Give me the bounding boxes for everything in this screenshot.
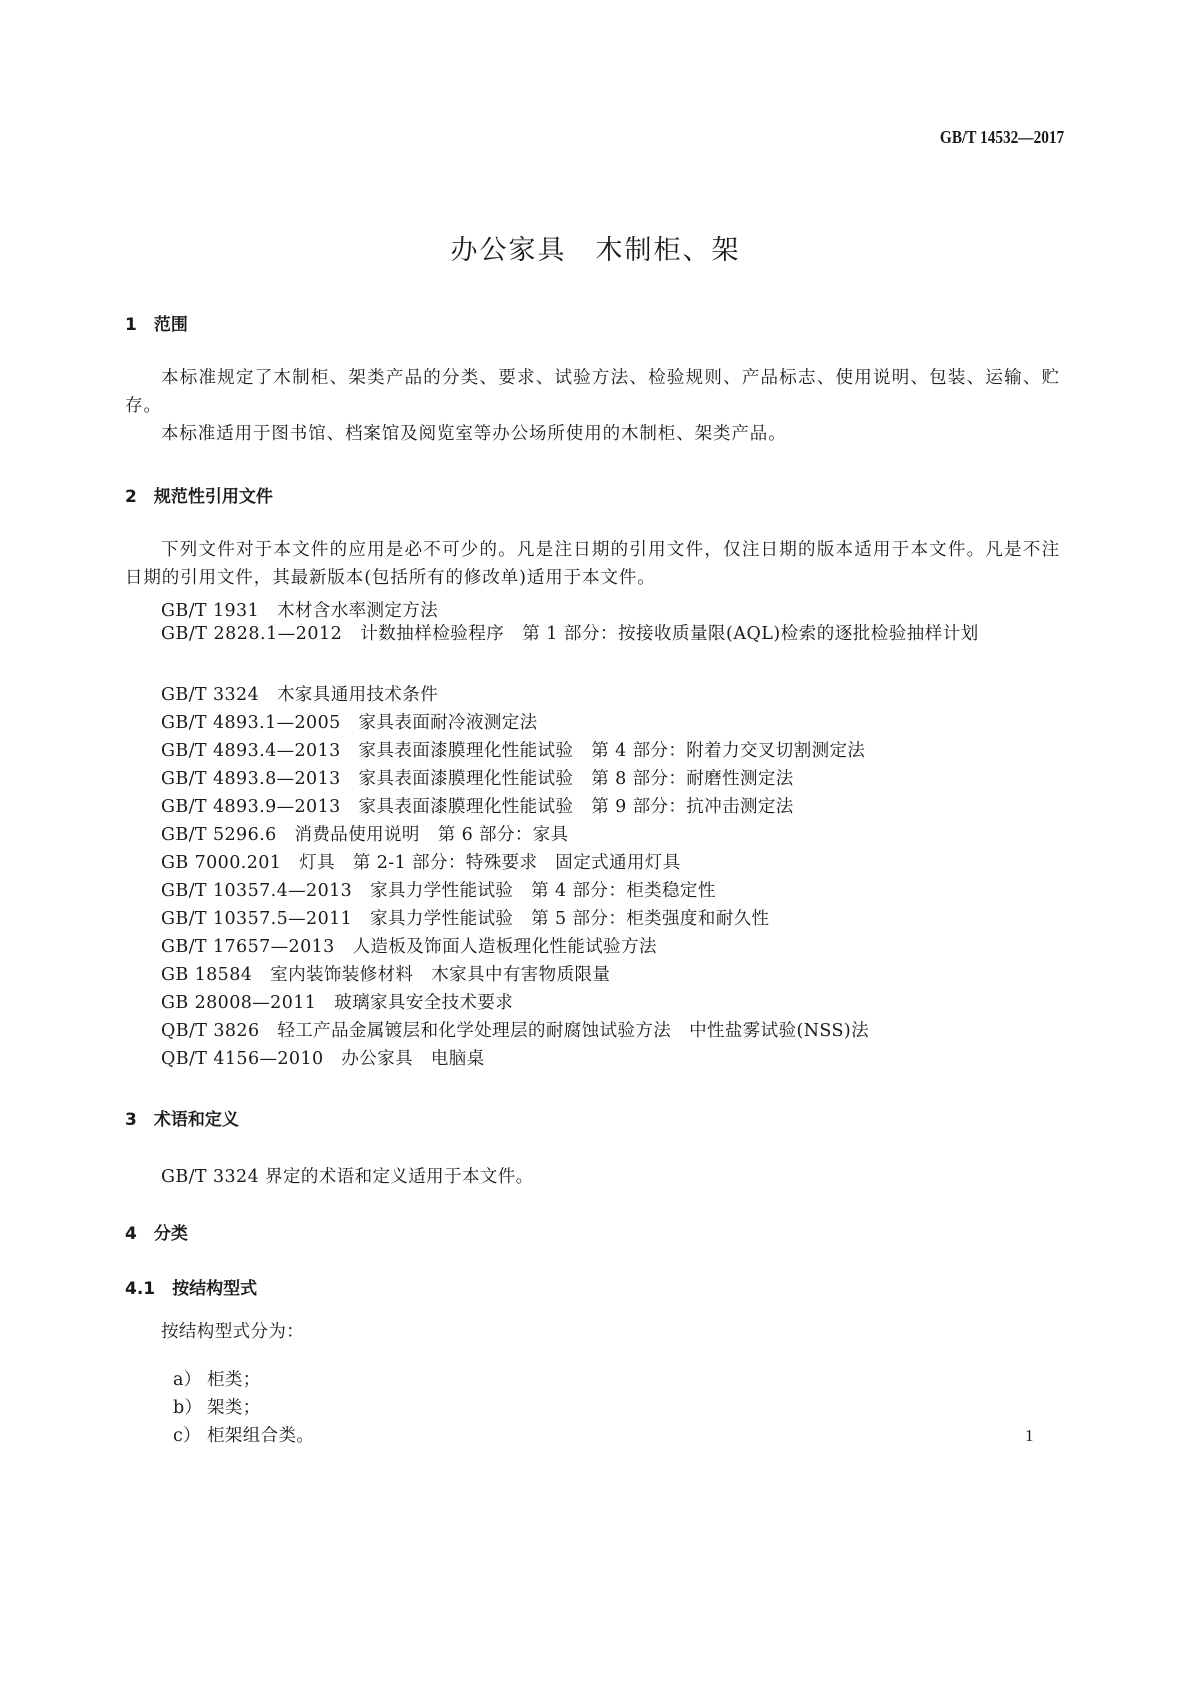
- reference-item: GB/T 10357.5—2011 家具力学性能试验 第 5 部分：柜类强度和耐久性: [161, 909, 770, 929]
- list-item-text: 柜类；: [206, 1370, 261, 1390]
- reference-item: GB/T 10357.4—2013 家具力学性能试验 第 4 部分：柜类稳定性: [161, 881, 716, 901]
- list-item-label: c）: [172, 1426, 202, 1446]
- reference-item: QB/T 4156—2010 办公家具 电脑桌: [161, 1049, 485, 1069]
- section-1-heading: 1 范围: [125, 315, 188, 335]
- section-4-1-heading: 4.1 按结构型式: [125, 1279, 258, 1299]
- page-number: 1: [1025, 1426, 1034, 1445]
- section-3-paragraph: GB/T 3324 界定的术语和定义适用于本文件。: [161, 1167, 534, 1187]
- section-4-1-intro: 按结构型式分为：: [161, 1322, 305, 1342]
- list-item-text: 柜架组合类。: [206, 1426, 315, 1446]
- list-item-label: b）: [172, 1398, 203, 1418]
- document-title: 办公家具 木制柜、架: [450, 235, 741, 266]
- reference-item: GB/T 4893.8—2013 家具表面漆膜理化性能试验 第 8 部分：耐磨性测定法: [161, 769, 794, 789]
- list-item-text: 架类；: [206, 1398, 261, 1418]
- reference-item: GB/T 4893.1—2005 家具表面耐冷液测定法: [161, 713, 538, 733]
- section-2-intro: 下列文件对于本文件的应用是必不可少的。凡是注日期的引用文件，仅注日期的版本适用于本文件。凡是不注日期的引用文件，其最新版本(包括所有的修改单)适用于本文件。: [125, 540, 1060, 588]
- section-2-heading: 2 规范性引用文件: [125, 487, 273, 507]
- reference-item: GB/T 17657—2013 人造板及饰面人造板理化性能试验方法: [161, 937, 657, 957]
- reference-item: GB 18584 室内装饰装修材料 木家具中有害物质限量: [161, 965, 611, 985]
- standard-number: GB/T 14532—2017: [939, 127, 1064, 147]
- reference-item: GB/T 1931 木材含水率测定方法: [161, 601, 439, 621]
- reference-item: GB/T 3324 木家具通用技术条件: [161, 685, 439, 705]
- section-4-heading: 4 分类: [125, 1224, 188, 1244]
- list-item-label: a）: [172, 1370, 202, 1390]
- section-1-paragraph-1: 本标准规定了木制柜、架类产品的分类、要求、试验方法、检验规则、产品标志、使用说明、包装、运输、贮存。: [125, 368, 1060, 416]
- section-3-heading: 3 术语和定义: [125, 1110, 239, 1130]
- list-item: [161, 1402, 314, 1447]
- reference-item: GB/T 5296.6 消费品使用说明 第 6 部分：家具: [161, 825, 569, 845]
- reference-item: GB 28008—2011 玻璃家具安全技术要求: [161, 993, 514, 1013]
- reference-item: GB/T 2828.1—2012 计数抽样检验程序 第 1 部分：按接收质量限(AQL)检索的逐批检验抽样计划: [161, 624, 979, 644]
- reference-item: QB/T 3826 轻工产品金属镀层和化学处理层的耐腐蚀试验方法 中性盐雾试验(NSS)法: [161, 1021, 870, 1041]
- reference-item: GB/T 4893.9—2013 家具表面漆膜理化性能试验 第 9 部分：抗冲击测定法: [161, 797, 794, 817]
- reference-item: GB 7000.201 灯具 第 2-1 部分：特殊要求 固定式通用灯具: [161, 853, 681, 873]
- section-1-paragraph-2: 本标准适用于图书馆、档案馆及阅览室等办公场所使用的木制柜、架类产品。: [161, 424, 787, 444]
- reference-item: GB/T 4893.4—2013 家具表面漆膜理化性能试验 第 4 部分：附着力交叉切割测定法: [161, 741, 866, 761]
